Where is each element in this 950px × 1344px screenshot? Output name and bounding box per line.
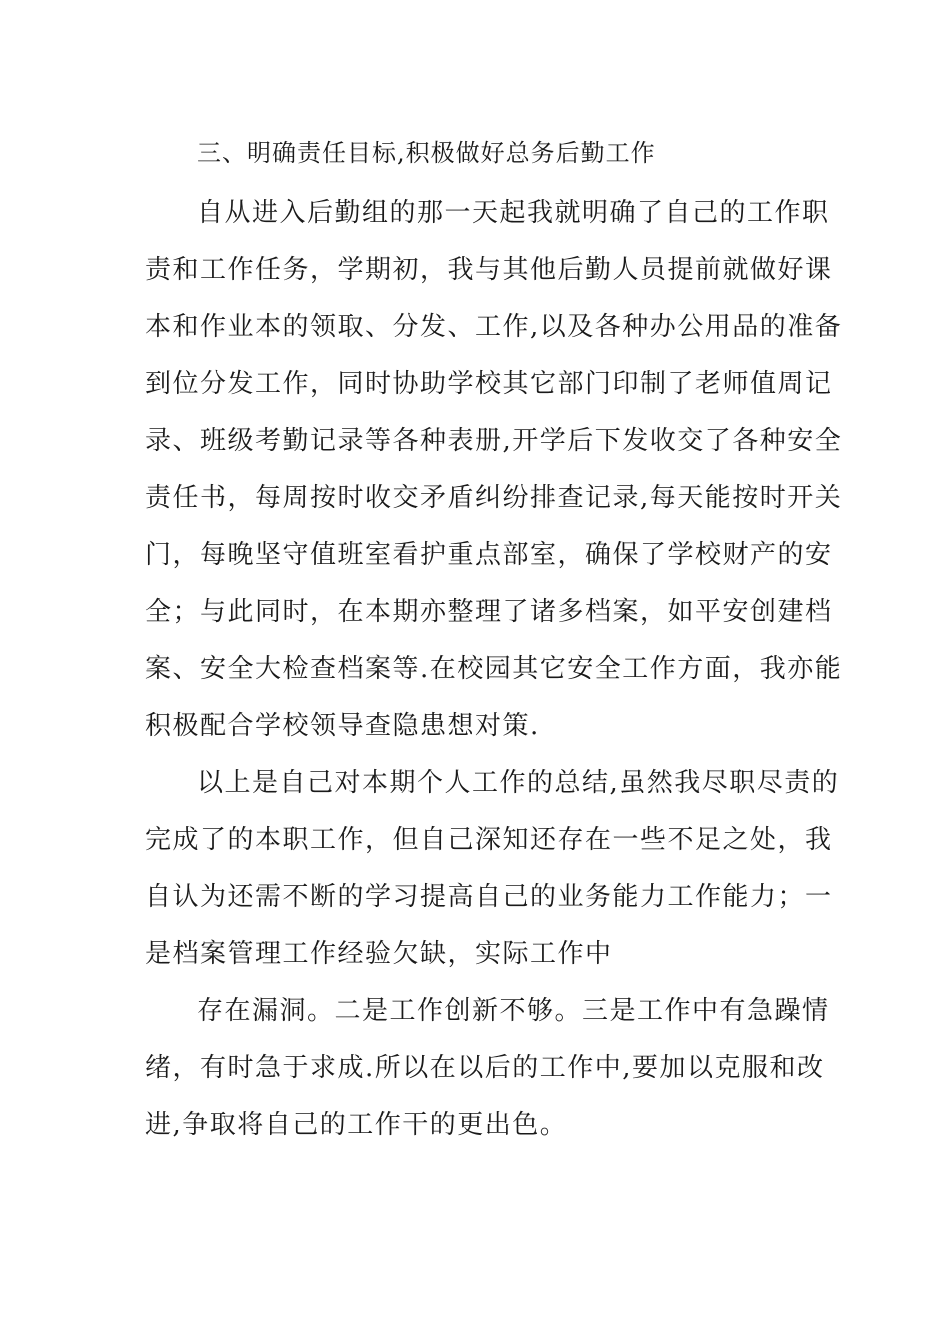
paragraph-line: 积极配合学校领导查隐患想对策. xyxy=(145,711,540,741)
paragraph-line: 是档案管理工作经验欠缺，实际工作中 xyxy=(145,939,613,969)
paragraph-line: 到位分发工作，同时协助学校其它部门印制了老师值周记 xyxy=(145,369,833,399)
paragraph-line: 存在漏洞。二是工作创新不够。三是工作中有急躁情 xyxy=(197,996,830,1026)
paragraph-line: 责任书，每周按时收交矛盾纠纷排查记录,每天能按时开关 xyxy=(145,483,843,513)
paragraph-line: 完成了的本职工作，但自己深知还存在一些不足之处，我 xyxy=(145,825,833,855)
paragraph-line: 录、班级考勤记录等各种表册,开学后下发收交了各种安全 xyxy=(145,426,843,456)
paragraph-line: 案、安全大检查档案等.在校园其它安全工作方面，我亦能 xyxy=(145,654,843,684)
paragraph-line: 全；与此同时，在本期亦整理了诸多档案，如平安创建档 xyxy=(145,597,833,627)
paragraph-line: 责和工作任务，学期初，我与其他后勤人员提前就做好课 xyxy=(145,255,833,285)
paragraph-line: 自从进入后勤组的那一天起我就明确了自己的工作职 xyxy=(197,198,830,228)
paragraph-line: 绪，有时急于求成.所以在以后的工作中,要加以克服和改 xyxy=(145,1053,825,1083)
paragraph-line: 本和作业本的领取、分发、工作,以及各种办公用品的准备 xyxy=(145,312,843,342)
paragraph-line: 门，每晚坚守值班室看护重点部室，确保了学校财产的安 xyxy=(145,540,833,570)
section-heading: 三、明确责任目标,积极做好总务后勤工作 xyxy=(197,139,656,167)
paragraph-line: 自认为还需不断的学习提高自己的业务能力工作能力；一 xyxy=(145,882,833,912)
paragraph-line: 以上是自己对本期个人工作的总结,虽然我尽职尽责的 xyxy=(197,768,840,798)
paragraph-line: 进,争取将自己的工作干的更出色。 xyxy=(145,1110,568,1140)
